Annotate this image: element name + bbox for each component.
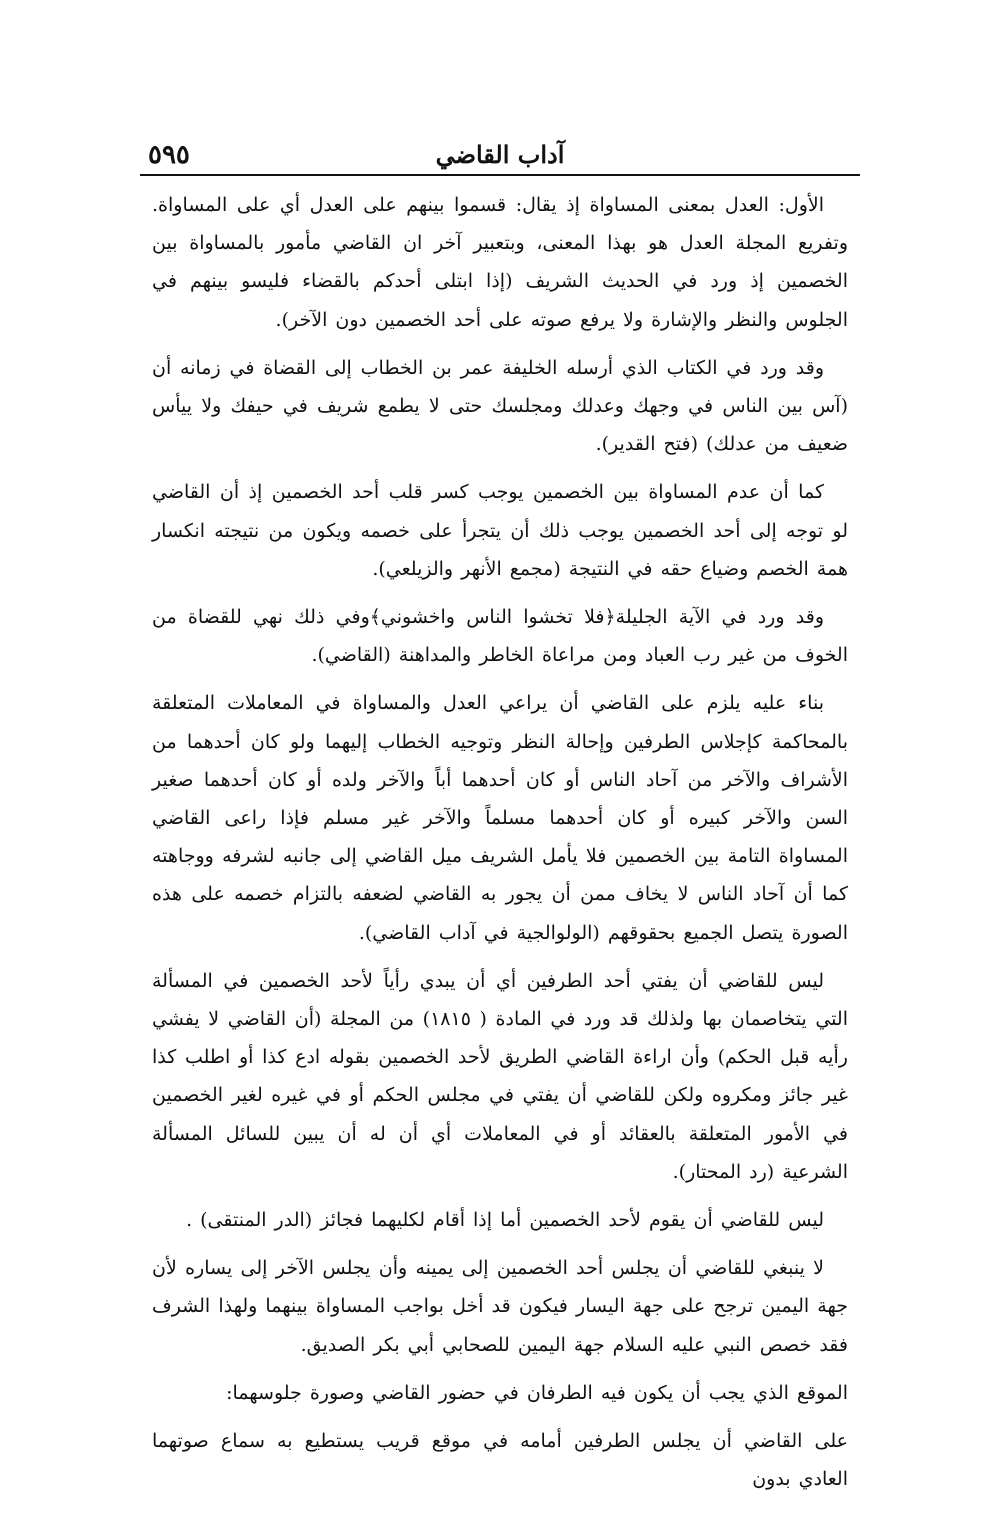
page-header (140, 138, 860, 172)
paragraph: وقد ورد في الآية الجليلة﴿فلا تخشوا الناس واخشوني﴾وفي ذلك نهي للقضاة من الخوف من غير رب العباد ومن مراعاة الخاطر والمداهنة (القاضي). (152, 606, 848, 667)
body-text (152, 186, 848, 1509)
paragraph: ليس للقاضي أن يفتي أحد الطرفين أي أن يبدي رأياً لأحد الخصمين في المسألة التي يتخاصمان بها ولذلك قد ورد في المادة ( ١٨١٥) من المجلة (أن القاضي لا يفشي رأيه قبل الحكم) وأن اراءة القاضي الطريق لأحد الخصمين بقوله ادع كذا أو اطلب كذا غير جائز ومكروه ولكن للقاضي أن يفتي في مجلس الحكم أو في غيره لغير الخصمين في الأمور المتعلقة بالعقائد أو في المعاملات أي أن له أن يبين للسائل المسألة الشرعية (رد المحتار). (152, 969, 848, 1183)
header-rule (140, 174, 860, 176)
paragraph: على القاضي أن يجلس الطرفين أمامه في موقع قريب يستطيع به سماع صوتهما العادي بدون (152, 1430, 848, 1491)
paragraph: ليس للقاضي أن يقوم لأحد الخصمين أما إذا أقام لكليهما فجائز (الدر المنتقى) . (186, 1209, 824, 1232)
paragraph: الأول: العدل بمعنى المساواة إذ يقال: قسموا بينهم على العدل أي على المساواة. وتفريع المجلة العدل هو بهذا المعنى، وبتعبير آخر ان القاضي مأمور بالمساواة بين الخصمين إذ ورد في الحديث الشريف (إذا ابتلى أحدكم بالقضاء فليسو بينهم في الجلوس والنظر والإشارة ولا يرفع صوته على أحد الخصمين دون الآخر). (152, 194, 848, 331)
paragraph: وقد ورد في الكتاب الذي أرسله الخليفة عمر بن الخطاب إلى القضاة في زمانه أن (آس بين الناس في وجهك وعدلك ومجلسك حتى لا يطمع شريف في حيفك ولا ييأس ضعيف من عدلك) (فتح القدير). (152, 356, 848, 456)
paragraph: كما أن عدم المساواة بين الخصمين يوجب كسر قلب أحد الخصمين إذ أن القاضي لو توجه إلى أحد الخصمين يوجب ذلك أن يتجرأ على خصمه ويكون من نتيجته انكسار همة الخصم وضياع حقه في النتيجة (مجمع الأنهر والزيلعي). (152, 481, 848, 580)
page-number: ٥٩٥ (148, 140, 190, 170)
paragraph: لا ينبغي للقاضي أن يجلس أحد الخصمين إلى يمينه وأن يجلس الآخر إلى يساره لأن جهة اليمين ترجح على جهة اليسار فيكون قد أخل بواجب المساواة بينهما ولهذا الشرف فقد خصص النبي عليه السلام جهة اليمين للصحابي أبي بكر الصديق. (152, 1257, 848, 1356)
section-heading: الموقع الذي يجب أن يكون فيه الطرفان في حضور القاضي وصورة جلوسهما: (226, 1381, 848, 1404)
paragraph: بناء عليه يلزم على القاضي أن يراعي العدل والمساواة في المعاملات المتعلقة بالمحاكمة كإجلاس الطرفين وإحالة النظر وتوجيه الخطاب إليهما ولو كان أحدهما من الأشراف والآخر من آحاد الناس أو كان أحدهما أباً والآخر ولده أو كان أحدهما صغير السن والآخر كبيره أو كان أحدهما مسلماً والآخر غير مسلم فإذا راعى القاضي المساواة التامة بين الخصمين فلا يأمل الشريف ميل القاضي إلى جانبه لشرفه ووجاهته كما أن آحاد الناس لا يخاف ممن أن يجور به القاضي لضعفه بالتزام خصمه على هذه الصورة يتصل الجميع بحقوقهم (الولوالجية في آداب القاضي). (152, 692, 848, 944)
running-title: آداب القاضي (435, 140, 565, 169)
